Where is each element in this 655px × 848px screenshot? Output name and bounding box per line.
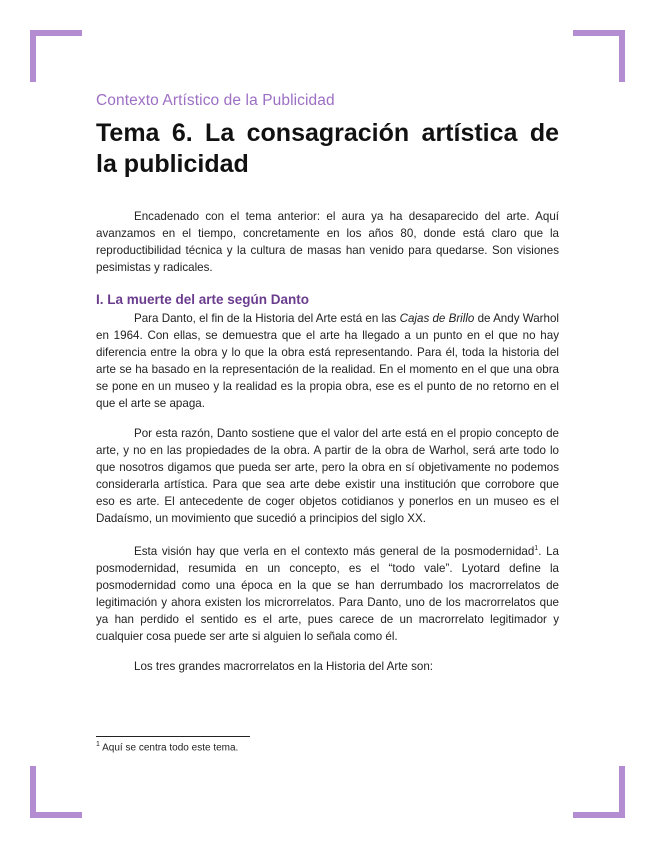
corner-mark-top-right — [619, 30, 625, 82]
paragraph-text: de Andy Warhol en 1964. Con ellas, se demuestra que el arte ha llegado a un punto en el que no hay diferencia entre la obra y lo que la obra está representando. Para él, toda la historia del arte se ha basado en la representación de la realidad. En el momento en el que una obra se pone en un museo y la realidad es la propia obra, ese es el punto de no retorno en el que el arte se apaga. — [96, 312, 560, 410]
page-content — [96, 92, 559, 683]
corner-mark-top-right — [573, 30, 625, 36]
paragraph-text: . La posmodernidad, resumida en un concepto, es el “todo vale”. Lyotard define la posmodernidad como una época en la que se han derrumbado los macrorrelatos de legitimación y ahora existen los microrrelatos. Para Danto, uno de los macrorrelatos que ya han perdido el sentido es el arte, pues carece de un macrorrelato legitimador y cualquier cosa puede ser arte si alguien lo señala como él. — [96, 544, 559, 643]
footnote-mark: 1 — [96, 741, 100, 748]
paragraph-text: Para Danto, el fin de la Historia del Arte está en las — [134, 312, 400, 325]
corner-mark-bottom-right — [573, 812, 625, 818]
paragraph-2: Por esta razón, Danto sostiene que el valor del arte está en el propio concepto de arte, y no en las propiedades de la obra. A partir de la obra de Warhol, será arte todo lo que nosotros digamos que pueda ser arte, pero la obra en sí objetivamente no podemos considerarla artística. Para que sea arte debe existir una institución que corrobore que eso es arte. El antecedente de coger objetos cotidianos y ponerlos en un museo es el Dadaísmo, un movimiento que sucedió a principios del siglo XX. — [96, 427, 559, 525]
footnote-reference[interactable]: 1 — [534, 545, 539, 552]
artwork-title: Cajas de Brillo — [399, 312, 475, 325]
page-title: Tema 6. La consagración artística de la publicidad — [96, 119, 559, 178]
corner-mark-top-left — [30, 30, 36, 82]
corner-mark-bottom-left — [30, 812, 82, 818]
intro-paragraph: Encadenado con el tema anterior: el aura ya ha desaparecido del arte. Aquí avanzamos en el tiempo, concretamente en los años 80, donde está claro que la reproductibilidad técnica y la cultura de masas han venido para quedarse. Son visiones pesimistas y radicales. — [96, 210, 559, 274]
corner-mark-top-left — [30, 30, 82, 36]
corner-mark-bottom-left — [30, 766, 36, 818]
footnote-text: Aquí se centra todo este tema. — [99, 742, 239, 754]
paragraph-1 — [96, 310, 559, 412]
subject-heading: Contexto Artístico de la Publicidad — [96, 92, 335, 109]
corner-mark-bottom-right — [619, 766, 625, 818]
footnote-divider — [96, 736, 250, 737]
paragraph-4: Los tres grandes macrorrelatos en la Historia del Arte son: — [134, 659, 434, 673]
section-heading: I. La muerte del arte según Danto — [96, 292, 310, 307]
paragraph-3 — [96, 540, 559, 645]
footnote — [96, 741, 238, 753]
paragraph-text: Esta visión hay que verla en el contexto más general de la posmodernidad — [134, 544, 535, 558]
